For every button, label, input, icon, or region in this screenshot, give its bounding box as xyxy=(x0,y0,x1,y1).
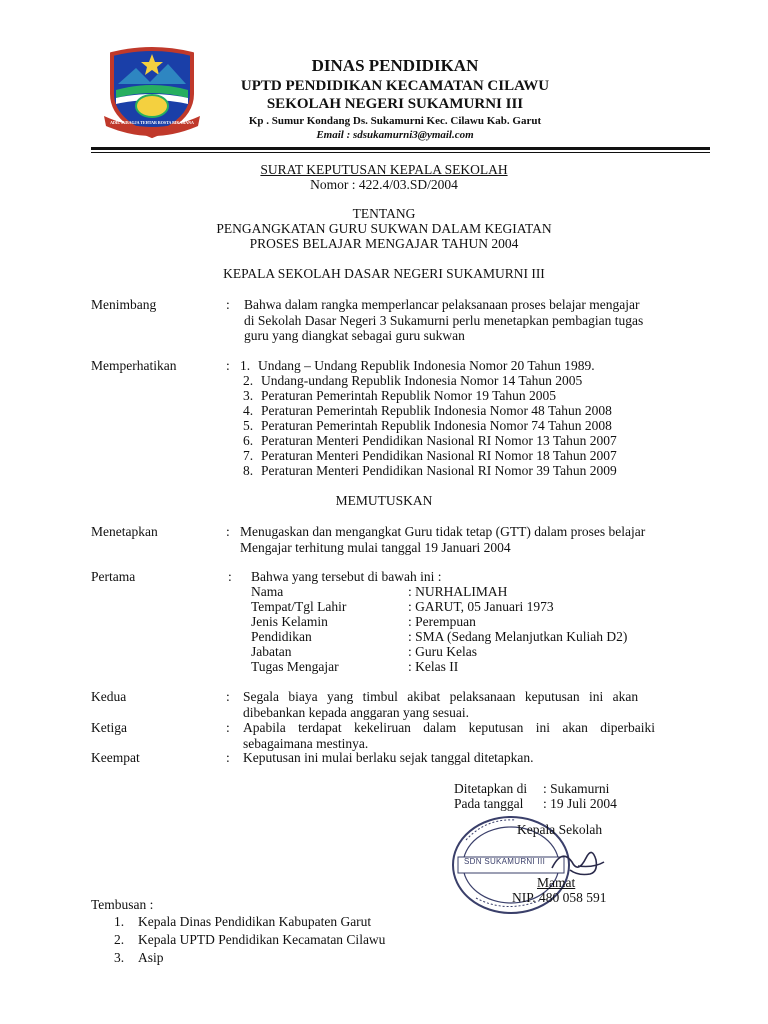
keempat-colon: : xyxy=(226,750,230,765)
legal-basis-item: 5. Peraturan Pemerintah Republik Indonesia Nomor 74 Tahun 2008 xyxy=(243,418,612,433)
pertama-label: Pertama xyxy=(91,569,136,584)
teacher-field-value: : Perempuan xyxy=(408,614,476,629)
teacher-field-label: Jabatan xyxy=(251,644,292,659)
menimbang-colon: : xyxy=(226,297,230,312)
ketiga-line-2: sebagaimana mestinya. xyxy=(243,736,369,751)
menetapkan-line-1: Menugaskan dan mengangkat Guru tidak tetap (GTT) dalam proses belajar xyxy=(240,524,646,539)
ketiga-colon: : xyxy=(226,720,230,735)
memperhatikan-colon: : xyxy=(226,358,230,373)
date-value: : 19 Juli 2004 xyxy=(543,796,617,811)
document-title: SURAT KEPUTUSAN KEPALA SEKOLAH xyxy=(260,162,508,177)
pertama-colon: : xyxy=(228,569,232,584)
place-label: Ditetapkan di xyxy=(454,781,528,796)
legal-basis-item: 2. Undang-undang Republik Indonesia Nomor 14 Tahun 2005 xyxy=(243,373,583,388)
signatory-role: Kepala Sekolah xyxy=(517,822,603,837)
signatory-nip: NIP. 480 058 591 xyxy=(512,890,607,905)
menimbang-label: Menimbang xyxy=(91,297,157,312)
legal-basis-item: 4. Peraturan Pemerintah Republik Indonesia Nomor 48 Tahun 2008 xyxy=(243,403,612,418)
kedua-line-2: dibebankan kepada anggaran yang sesuai. xyxy=(243,705,470,720)
document-number: Nomor : 422.4/03.SD/2004 xyxy=(310,177,458,192)
unit-name: UPTD PENDIDIKAN KECAMATAN CILAWU xyxy=(240,78,550,94)
about-label: TENTANG xyxy=(352,206,416,221)
cc-label: Tembusan : xyxy=(91,897,154,912)
ketiga-label: Ketiga xyxy=(91,720,127,735)
teacher-field-label: Nama xyxy=(251,584,284,599)
cc-item: 2. Kepala UPTD Pendidikan Kecamatan Cilawu xyxy=(114,932,386,947)
header-rule-thick xyxy=(91,147,710,150)
decide-heading: MEMUTUSKAN xyxy=(335,493,433,508)
school-name: SEKOLAH NEGERI SUKAMURNI III xyxy=(266,96,524,112)
teacher-field-label: Pendidikan xyxy=(251,629,312,644)
teacher-field-label: Tempat/Tgl Lahir xyxy=(251,599,347,614)
menetapkan-colon: : xyxy=(226,524,230,539)
signatory-name: Mamat xyxy=(537,875,576,890)
cc-item: 3. Asip xyxy=(114,950,164,965)
school-email: Email : sdsukamurni3@ymail.com xyxy=(316,129,474,141)
logo-motto: ADIL SUBAGJA TEHTAR ROSTA BIKARANA xyxy=(110,120,194,125)
legal-basis-item: 6. Peraturan Menteri Pendidikan Nasional RI Nomor 13 Tahun 2007 xyxy=(243,433,617,448)
teacher-field-value: : Kelas II xyxy=(408,659,459,674)
teacher-field-value: : NURHALIMAH xyxy=(408,584,508,599)
cc-item: 1. Kepala Dinas Pendidikan Kabupaten Garut xyxy=(114,914,372,929)
ketiga-line-1: Apabila terdapat kekeliruan dalam keputusan ini akan diperbaiki xyxy=(243,720,655,735)
teacher-field-label: Jenis Kelamin xyxy=(251,614,328,629)
menimbang-line-2: di Sekolah Dasar Negeri 3 Sukamurni perlu menetapkan pembagian tugas xyxy=(244,313,644,328)
kedua-line-1: Segala biaya yang timbul akibat pelaksanaan keputusan ini akan xyxy=(243,689,639,704)
school-address: Kp . Sumur Kondang Ds. Sukamurni Kec. Cilawu Kab. Garut xyxy=(248,115,542,127)
teacher-field-value: : GARUT, 05 Januari 1973 xyxy=(408,599,554,614)
menetapkan-line-2: Mengajar terhitung mulai tanggal 19 Januari 2004 xyxy=(240,540,511,555)
legal-basis-item: 8. Peraturan Menteri Pendidikan Nasional RI Nomor 39 Tahun 2009 xyxy=(243,463,617,478)
kedua-colon: : xyxy=(226,689,230,704)
memperhatikan-label: Memperhatikan xyxy=(91,358,177,373)
subject-line-1: PENGANGKATAN GURU SUKWAN DALAM KEGIATAN xyxy=(216,221,552,236)
menimbang-line-3: guru yang diangkat sebagai guru sukwan xyxy=(244,328,465,343)
keempat-line-1: Keputusan ini mulai berlaku sejak tanggal ditetapkan. xyxy=(243,750,534,765)
date-label: Pada tanggal xyxy=(454,796,524,811)
subject-line-2: PROSES BELAJAR MENGAJAR TAHUN 2004 xyxy=(249,236,519,251)
menetapkan-label: Menetapkan xyxy=(91,524,158,539)
legal-basis-item: 3. Peraturan Pemerintah Republik Nomor 19 Tahun 2005 xyxy=(243,388,557,403)
pertama-intro: Bahwa yang tersebut di bawah ini : xyxy=(251,569,442,584)
teacher-field-value: : SMA (Sedang Melanjutkan Kuliah D2) xyxy=(408,629,628,644)
legal-basis-item: 7. Peraturan Menteri Pendidikan Nasional RI Nomor 18 Tahun 2007 xyxy=(243,448,617,463)
legal-basis-item: 1. Undang – Undang Republik Indonesia Nomor 20 Tahun 1989. xyxy=(240,358,595,373)
keempat-label: Keempat xyxy=(91,750,140,765)
menimbang-line-1: Bahwa dalam rangka memperlancar pelaksanaan proses belajar mengajar xyxy=(244,297,640,312)
issuer-line: KEPALA SEKOLAH DASAR NEGERI SUKAMURNI III xyxy=(223,266,545,281)
place-value: : Sukamurni xyxy=(543,781,610,796)
agency-name: DINAS PENDIDIKAN xyxy=(311,56,479,75)
header-rule-thin xyxy=(91,152,710,153)
teacher-field-value: : Guru Kelas xyxy=(408,644,477,659)
stamp-text: SDN SUKAMURNI III xyxy=(464,857,546,866)
teacher-field-label: Tugas Mengajar xyxy=(251,659,339,674)
kedua-label: Kedua xyxy=(91,689,127,704)
